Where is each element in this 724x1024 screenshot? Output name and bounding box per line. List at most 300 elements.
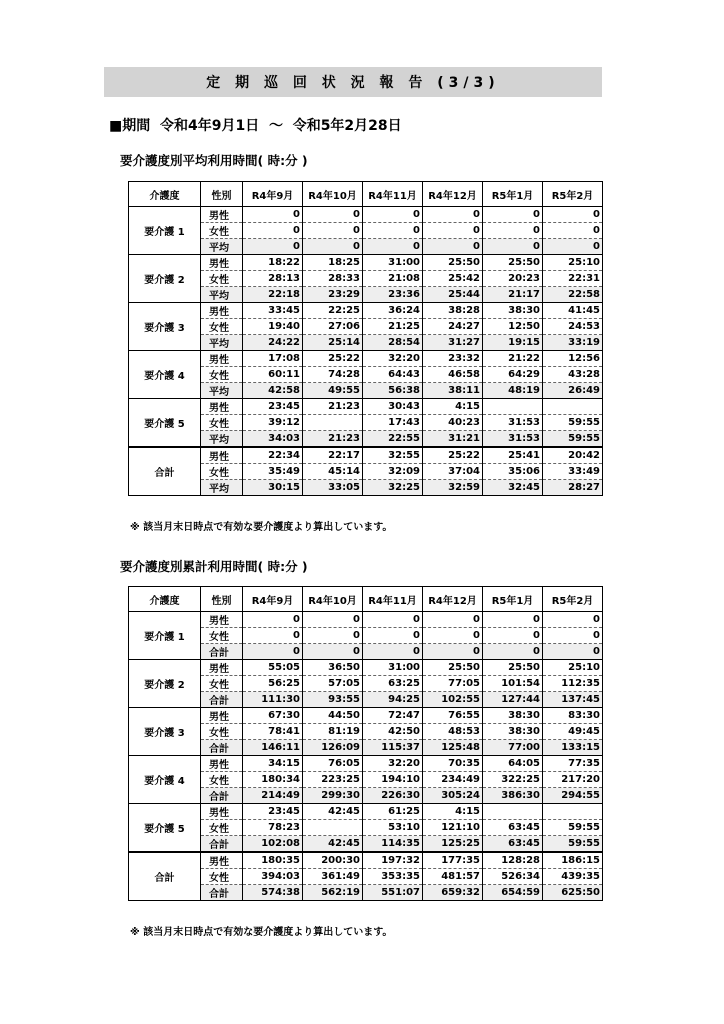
value-cell: 72:47 (363, 708, 423, 724)
value-cell: 48:53 (423, 724, 483, 740)
sex-label: 女性 (201, 271, 243, 287)
value-cell: 526:34 (483, 869, 543, 885)
value-cell: 49:55 (303, 383, 363, 399)
value-cell: 40:23 (423, 415, 483, 431)
sex-label: 女性 (201, 319, 243, 335)
value-cell: 33:49 (543, 464, 603, 480)
value-cell: 31:53 (483, 431, 543, 448)
value-cell: 305:24 (423, 788, 483, 804)
value-cell: 0 (543, 628, 603, 644)
value-cell: 32:09 (363, 464, 423, 480)
value-cell: 0 (363, 239, 423, 255)
value-cell: 127:44 (483, 692, 543, 708)
column-header: 介護度 (129, 587, 201, 612)
value-cell: 0 (423, 628, 483, 644)
column-header: R4年10月 (303, 587, 363, 612)
value-cell: 0 (243, 612, 303, 628)
value-cell: 23:29 (303, 287, 363, 303)
value-cell: 12:56 (543, 351, 603, 367)
value-cell: 81:19 (303, 724, 363, 740)
value-cell: 0 (363, 612, 423, 628)
value-cell: 59:55 (543, 836, 603, 853)
value-cell: 25:14 (303, 335, 363, 351)
value-cell: 197:32 (363, 852, 423, 869)
value-cell: 76:55 (423, 708, 483, 724)
column-header: 性別 (201, 182, 243, 207)
value-cell: 28:27 (543, 480, 603, 496)
value-cell: 64:29 (483, 367, 543, 383)
value-cell: 0 (543, 612, 603, 628)
sex-label: 平均 (201, 335, 243, 351)
value-cell: 0 (483, 223, 543, 239)
value-cell: 21:25 (363, 319, 423, 335)
value-cell: 41:45 (543, 303, 603, 319)
value-cell: 22:17 (303, 447, 363, 464)
column-header: R5年1月 (483, 182, 543, 207)
value-cell: 38:11 (423, 383, 483, 399)
value-cell: 28:54 (363, 335, 423, 351)
column-header: R5年2月 (543, 182, 603, 207)
sex-label: 平均 (201, 287, 243, 303)
table-row (129, 869, 603, 885)
value-cell: 31:27 (423, 335, 483, 351)
table-row (129, 612, 603, 628)
table-row (129, 239, 603, 255)
sex-label: 平均 (201, 431, 243, 448)
value-cell: 46:58 (423, 367, 483, 383)
value-cell: 37:04 (423, 464, 483, 480)
value-cell: 22:55 (363, 431, 423, 448)
value-cell: 0 (543, 223, 603, 239)
value-cell: 0 (483, 644, 543, 660)
report-period: ■期間 令和4年9月1日 ～ 令和5年2月28日 (109, 118, 402, 134)
value-cell: 0 (423, 239, 483, 255)
table-row (129, 223, 603, 239)
care-level-label: 要介護 4 (129, 351, 201, 399)
sex-label: 合計 (201, 836, 243, 853)
value-cell: 180:34 (243, 772, 303, 788)
value-cell: 32:20 (363, 351, 423, 367)
table-row (129, 676, 603, 692)
value-cell: 0 (303, 612, 363, 628)
table-row (129, 885, 603, 901)
section1-heading: 要介護度別平均利用時間( 時:分 ) (120, 153, 308, 168)
table-row (129, 804, 603, 820)
value-cell: 0 (243, 207, 303, 223)
value-cell: 21:08 (363, 271, 423, 287)
value-cell: 659:32 (423, 885, 483, 901)
sex-label: 女性 (201, 724, 243, 740)
value-cell: 26:49 (543, 383, 603, 399)
column-header: R4年12月 (423, 587, 483, 612)
value-cell: 137:45 (543, 692, 603, 708)
value-cell: 299:30 (303, 788, 363, 804)
value-cell: 21:22 (483, 351, 543, 367)
value-cell: 25:22 (423, 447, 483, 464)
value-cell: 42:45 (303, 836, 363, 853)
sex-label: 女性 (201, 772, 243, 788)
value-cell: 0 (363, 207, 423, 223)
value-cell: 0 (423, 612, 483, 628)
value-cell: 21:23 (303, 431, 363, 448)
value-cell: 0 (303, 207, 363, 223)
value-cell: 0 (423, 207, 483, 223)
care-level-label: 要介護 5 (129, 399, 201, 448)
care-level-label: 要介護 3 (129, 708, 201, 756)
value-cell: 22:18 (243, 287, 303, 303)
value-cell: 25:41 (483, 447, 543, 464)
value-cell: 223:25 (303, 772, 363, 788)
table-row (129, 207, 603, 223)
value-cell: 0 (423, 223, 483, 239)
value-cell: 25:50 (423, 255, 483, 271)
sex-label: 女性 (201, 223, 243, 239)
column-header: 性別 (201, 587, 243, 612)
value-cell: 625:50 (543, 885, 603, 901)
value-cell: 27:06 (303, 319, 363, 335)
care-level-label: 要介護 1 (129, 612, 201, 660)
value-cell: 64:43 (363, 367, 423, 383)
value-cell: 115:37 (363, 740, 423, 756)
sex-label: 男性 (201, 852, 243, 869)
value-cell: 59:55 (543, 431, 603, 448)
value-cell: 322:25 (483, 772, 543, 788)
value-cell: 32:45 (483, 480, 543, 496)
sex-label: 男性 (201, 255, 243, 271)
table-row (129, 836, 603, 853)
value-cell: 28:33 (303, 271, 363, 287)
value-cell: 44:50 (303, 708, 363, 724)
value-cell: 83:30 (543, 708, 603, 724)
value-cell: 63:25 (363, 676, 423, 692)
value-cell: 25:42 (423, 271, 483, 287)
value-cell: 18:25 (303, 255, 363, 271)
value-cell: 25:22 (303, 351, 363, 367)
value-cell: 60:11 (243, 367, 303, 383)
sex-label: 男性 (201, 756, 243, 772)
value-cell: 63:45 (483, 836, 543, 853)
value-cell (543, 804, 603, 820)
value-cell: 194:10 (363, 772, 423, 788)
column-header: 介護度 (129, 182, 201, 207)
value-cell: 21:17 (483, 287, 543, 303)
average-usage-table (128, 181, 603, 496)
column-header: R4年9月 (243, 587, 303, 612)
care-level-label: 要介護 2 (129, 255, 201, 303)
sex-label: 女性 (201, 415, 243, 431)
value-cell: 18:22 (243, 255, 303, 271)
value-cell: 30:15 (243, 480, 303, 496)
value-cell: 0 (483, 207, 543, 223)
table-row (129, 351, 603, 367)
sex-label: 平均 (201, 480, 243, 496)
value-cell: 0 (543, 644, 603, 660)
column-header: R4年10月 (303, 182, 363, 207)
value-cell: 0 (303, 223, 363, 239)
value-cell: 19:40 (243, 319, 303, 335)
value-cell: 133:15 (543, 740, 603, 756)
table-row (129, 447, 603, 464)
value-cell: 562:19 (303, 885, 363, 901)
value-cell: 0 (243, 239, 303, 255)
value-cell: 53:10 (363, 820, 423, 836)
section2-heading: 要介護度別累計利用時間( 時:分 ) (120, 559, 308, 574)
value-cell: 78:41 (243, 724, 303, 740)
column-header: R4年11月 (363, 587, 423, 612)
sex-label: 男性 (201, 612, 243, 628)
column-header: R4年11月 (363, 182, 423, 207)
value-cell: 20:42 (543, 447, 603, 464)
value-cell: 146:11 (243, 740, 303, 756)
value-cell: 32:59 (423, 480, 483, 496)
value-cell: 22:25 (303, 303, 363, 319)
sex-label: 合計 (201, 885, 243, 901)
value-cell: 43:28 (543, 367, 603, 383)
table-row (129, 724, 603, 740)
value-cell: 34:03 (243, 431, 303, 448)
value-cell: 48:19 (483, 383, 543, 399)
value-cell: 128:28 (483, 852, 543, 869)
sex-label: 合計 (201, 740, 243, 756)
value-cell: 20:23 (483, 271, 543, 287)
table-row (129, 788, 603, 804)
value-cell: 186:15 (543, 852, 603, 869)
value-cell: 22:34 (243, 447, 303, 464)
value-cell: 42:45 (303, 804, 363, 820)
value-cell: 214:49 (243, 788, 303, 804)
value-cell (303, 415, 363, 431)
table-row (129, 399, 603, 415)
table-row (129, 772, 603, 788)
value-cell: 24:27 (423, 319, 483, 335)
value-cell: 234:49 (423, 772, 483, 788)
value-cell: 93:55 (303, 692, 363, 708)
value-cell: 64:05 (483, 756, 543, 772)
sex-label: 男性 (201, 660, 243, 676)
value-cell: 0 (303, 628, 363, 644)
value-cell: 56:38 (363, 383, 423, 399)
value-cell: 0 (483, 239, 543, 255)
value-cell: 22:58 (543, 287, 603, 303)
table-row (129, 692, 603, 708)
value-cell: 0 (543, 239, 603, 255)
value-cell: 31:00 (363, 255, 423, 271)
care-level-label: 要介護 3 (129, 303, 201, 351)
table-row (129, 383, 603, 399)
value-cell: 59:55 (543, 820, 603, 836)
sex-label: 男性 (201, 804, 243, 820)
value-cell: 574:38 (243, 885, 303, 901)
section2-note: ※ 該当月末日時点で有効な要介護度より算出しています。 (130, 927, 393, 938)
sex-label: 女性 (201, 676, 243, 692)
care-level-label: 要介護 2 (129, 660, 201, 708)
value-cell: 42:50 (363, 724, 423, 740)
value-cell: 21:23 (303, 399, 363, 415)
value-cell: 35:49 (243, 464, 303, 480)
value-cell: 25:10 (543, 660, 603, 676)
table-row (129, 271, 603, 287)
value-cell: 19:15 (483, 335, 543, 351)
value-cell: 57:05 (303, 676, 363, 692)
value-cell: 25:50 (483, 660, 543, 676)
table-row (129, 644, 603, 660)
value-cell: 36:50 (303, 660, 363, 676)
value-cell: 0 (243, 644, 303, 660)
table-row (129, 335, 603, 351)
value-cell: 61:25 (363, 804, 423, 820)
cumulative-usage-table (128, 586, 603, 901)
table-row (129, 464, 603, 480)
value-cell: 22:31 (543, 271, 603, 287)
table-row (129, 756, 603, 772)
value-cell: 386:30 (483, 788, 543, 804)
value-cell: 49:45 (543, 724, 603, 740)
value-cell: 200:30 (303, 852, 363, 869)
value-cell: 23:45 (243, 399, 303, 415)
value-cell: 0 (543, 207, 603, 223)
value-cell (483, 804, 543, 820)
sex-label: 合計 (201, 644, 243, 660)
care-level-label: 要介護 5 (129, 804, 201, 853)
value-cell (543, 399, 603, 415)
sex-label: 合計 (201, 692, 243, 708)
value-cell: 38:30 (483, 303, 543, 319)
value-cell: 439:35 (543, 869, 603, 885)
value-cell: 31:53 (483, 415, 543, 431)
value-cell: 111:30 (243, 692, 303, 708)
value-cell: 294:55 (543, 788, 603, 804)
value-cell: 4:15 (423, 804, 483, 820)
value-cell: 35:06 (483, 464, 543, 480)
value-cell: 32:20 (363, 756, 423, 772)
table-row (129, 820, 603, 836)
care-level-label: 要介護 4 (129, 756, 201, 804)
value-cell: 24:53 (543, 319, 603, 335)
sex-label: 男性 (201, 207, 243, 223)
value-cell: 102:55 (423, 692, 483, 708)
table-row (129, 852, 603, 869)
value-cell: 0 (483, 612, 543, 628)
value-cell: 59:55 (543, 415, 603, 431)
value-cell: 78:23 (243, 820, 303, 836)
table-row (129, 287, 603, 303)
value-cell: 76:05 (303, 756, 363, 772)
value-cell: 0 (363, 628, 423, 644)
value-cell: 39:12 (243, 415, 303, 431)
value-cell: 38:30 (483, 708, 543, 724)
value-cell: 38:28 (423, 303, 483, 319)
value-cell: 0 (363, 644, 423, 660)
sex-label: 女性 (201, 869, 243, 885)
value-cell: 23:32 (423, 351, 483, 367)
value-cell: 33:45 (243, 303, 303, 319)
value-cell: 63:45 (483, 820, 543, 836)
value-cell: 25:50 (483, 255, 543, 271)
value-cell: 33:05 (303, 480, 363, 496)
value-cell: 23:36 (363, 287, 423, 303)
value-cell: 45:14 (303, 464, 363, 480)
value-cell: 481:57 (423, 869, 483, 885)
value-cell: 25:50 (423, 660, 483, 676)
value-cell: 102:08 (243, 836, 303, 853)
column-header: R5年1月 (483, 587, 543, 612)
value-cell: 25:10 (543, 255, 603, 271)
table-row (129, 303, 603, 319)
value-cell: 0 (243, 223, 303, 239)
value-cell: 353:35 (363, 869, 423, 885)
table-row (129, 628, 603, 644)
value-cell: 67:30 (243, 708, 303, 724)
value-cell: 177:35 (423, 852, 483, 869)
value-cell: 125:25 (423, 836, 483, 853)
table-row (129, 708, 603, 724)
report-title: 定 期 巡 回 状 況 報 告 (3/3) (104, 67, 602, 97)
value-cell: 114:35 (363, 836, 423, 853)
value-cell: 12:50 (483, 319, 543, 335)
value-cell: 42:58 (243, 383, 303, 399)
column-header: R5年2月 (543, 587, 603, 612)
value-cell: 126:09 (303, 740, 363, 756)
value-cell: 77:35 (543, 756, 603, 772)
value-cell: 654:59 (483, 885, 543, 901)
value-cell: 70:35 (423, 756, 483, 772)
value-cell: 0 (423, 644, 483, 660)
value-cell: 0 (483, 628, 543, 644)
sex-label: 合計 (201, 788, 243, 804)
value-cell: 33:19 (543, 335, 603, 351)
value-cell: 551:07 (363, 885, 423, 901)
sex-label: 男性 (201, 708, 243, 724)
sex-label: 平均 (201, 383, 243, 399)
value-cell: 121:10 (423, 820, 483, 836)
table-row (129, 480, 603, 496)
care-level-label: 合計 (129, 852, 201, 901)
value-cell: 112:35 (543, 676, 603, 692)
table-row (129, 367, 603, 383)
sex-label: 男性 (201, 303, 243, 319)
value-cell: 0 (243, 628, 303, 644)
sex-label: 女性 (201, 820, 243, 836)
value-cell: 32:55 (363, 447, 423, 464)
value-cell: 361:49 (303, 869, 363, 885)
value-cell: 180:35 (243, 852, 303, 869)
value-cell: 125:48 (423, 740, 483, 756)
value-cell: 38:30 (483, 724, 543, 740)
value-cell: 74:28 (303, 367, 363, 383)
value-cell: 0 (303, 644, 363, 660)
value-cell: 101:54 (483, 676, 543, 692)
care-level-label: 要介護 1 (129, 207, 201, 255)
care-level-label: 合計 (129, 447, 201, 496)
value-cell: 226:30 (363, 788, 423, 804)
value-cell: 394:03 (243, 869, 303, 885)
sex-label: 女性 (201, 464, 243, 480)
value-cell: 77:00 (483, 740, 543, 756)
value-cell: 0 (363, 223, 423, 239)
value-cell: 17:43 (363, 415, 423, 431)
sex-label: 男性 (201, 351, 243, 367)
value-cell: 30:43 (363, 399, 423, 415)
value-cell: 25:44 (423, 287, 483, 303)
value-cell: 23:45 (243, 804, 303, 820)
value-cell: 56:25 (243, 676, 303, 692)
sex-label: 女性 (201, 628, 243, 644)
value-cell: 31:00 (363, 660, 423, 676)
value-cell: 94:25 (363, 692, 423, 708)
value-cell: 217:20 (543, 772, 603, 788)
sex-label: 男性 (201, 399, 243, 415)
column-header: R4年9月 (243, 182, 303, 207)
